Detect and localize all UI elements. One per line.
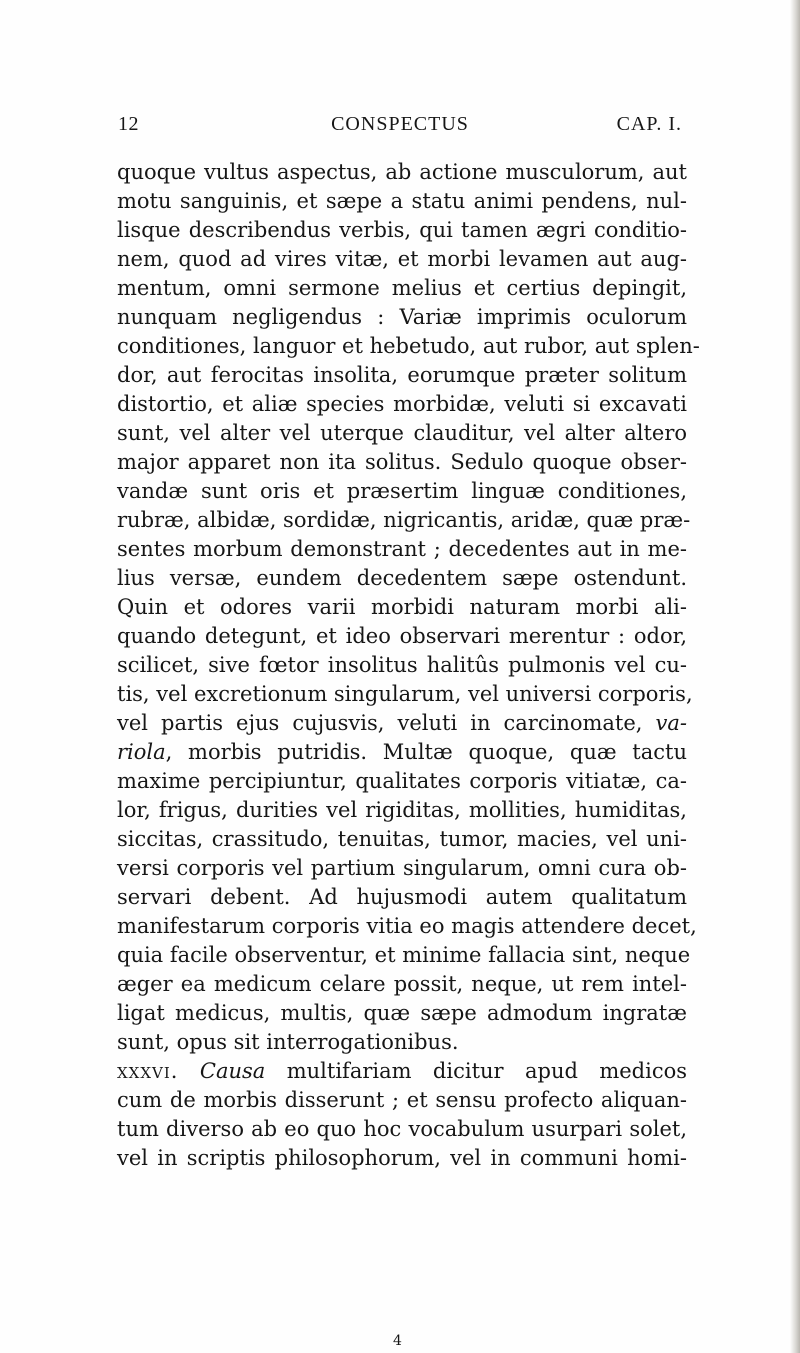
page-number: 12: [118, 113, 139, 135]
text-line: sunt, opus sit interrogationibus.: [117, 1030, 459, 1054]
text-line: quia facile observentur, et minime fallacia sint, neque: [117, 943, 691, 967]
text-line: vel partis ejus cujusvis, veluti in carcinomate, va-: [117, 711, 687, 735]
text-line: major apparet non ita solitus. Sedulo quoque obser-: [117, 450, 687, 474]
text-line: riola, morbis putridis. Multæ quoque, quæ tactu: [117, 740, 687, 764]
body-text: [117, 158, 700, 1173]
text-line: lisque describendus verbis, qui tamen ægri conditio-: [117, 218, 687, 242]
text-line: sentes morbum demonstrant ; decedentes aut in me-: [117, 537, 687, 561]
text-line: nem, quod ad vires vitæ, et morbi levamen aut aug-: [117, 247, 687, 271]
text-line: Quin et odores varii morbidi naturam morbi ali-: [117, 595, 687, 619]
page-edge-shadow: [790, 0, 800, 1353]
text-line: quando detegunt, et ideo observari merentur : odor,: [117, 624, 687, 648]
text-line: xxxvi. Causa multifariam dicitur apud medicos: [117, 1059, 687, 1083]
text-line: servari debent. Ad hujusmodi autem qualitatum: [117, 885, 687, 909]
text-line: vel in scriptis philosophorum, vel in communi homi-: [117, 1146, 687, 1170]
text-line: rubræ, albidæ, sordidæ, nigricantis, aridæ, quæ præ-: [117, 508, 691, 532]
text-line: dor, aut ferocitas insolita, eorumque præter solitum: [117, 363, 687, 387]
text-line: tis, vel excretionum singularum, vel universi corporis,: [117, 682, 693, 706]
text-line: manifestarum corporis vitia eo magis attendere decet,: [117, 914, 697, 938]
text-line: cum de morbis disserunt ; et sensu profecto aliquan-: [117, 1088, 687, 1112]
text-line: scilicet, sive fœtor insolitus halitûs pulmonis vel cu-: [117, 653, 687, 677]
signature-mark: 4: [393, 1333, 402, 1349]
text-line: lor, frigus, durities vel rigiditas, mollities, humiditas,: [117, 798, 687, 822]
text-line: æger ea medicum celare possit, neque, ut rem intel-: [117, 972, 687, 996]
chapter-label: CAP. I.: [616, 113, 682, 135]
text-line: tum diverso ab eo quo hoc vocabulum usurpari solet,: [117, 1117, 687, 1141]
text-line: mentum, omni sermone melius et certius depingit,: [117, 276, 687, 300]
text-line: distortio, et aliæ species morbidæ, veluti si excavati: [117, 392, 687, 416]
text-line: conditiones, languor et hebetudo, aut rubor, aut splen-: [117, 334, 700, 358]
text-line: nunquam negligendus : Variæ imprimis oculorum: [117, 305, 687, 329]
text-line: motu sanguinis, et sæpe a statu animi pendens, nul-: [117, 189, 687, 213]
running-head: CONSPECTUS: [331, 113, 469, 135]
text-line: quoque vultus aspectus, ab actione musculorum, aut: [117, 160, 687, 184]
page-header: [118, 113, 682, 141]
text-line: vandæ sunt oris et præsertim linguæ conditiones,: [117, 479, 687, 503]
text-line: sunt, vel alter vel uterque clauditur, vel alter altero: [117, 421, 687, 445]
text-line: ligat medicus, multis, quæ sæpe admodum ingratæ: [117, 1001, 687, 1025]
text-line: siccitas, crassitudo, tenuitas, tumor, macies, vel uni-: [117, 827, 687, 851]
text-line: lius versæ, eundem decedentem sæpe ostendunt.: [117, 566, 687, 590]
text-line: maxime percipiuntur, qualitates corporis vitiatæ, ca-: [117, 769, 687, 793]
text-line: versi corporis vel partium singularum, omni cura ob-: [117, 856, 687, 880]
